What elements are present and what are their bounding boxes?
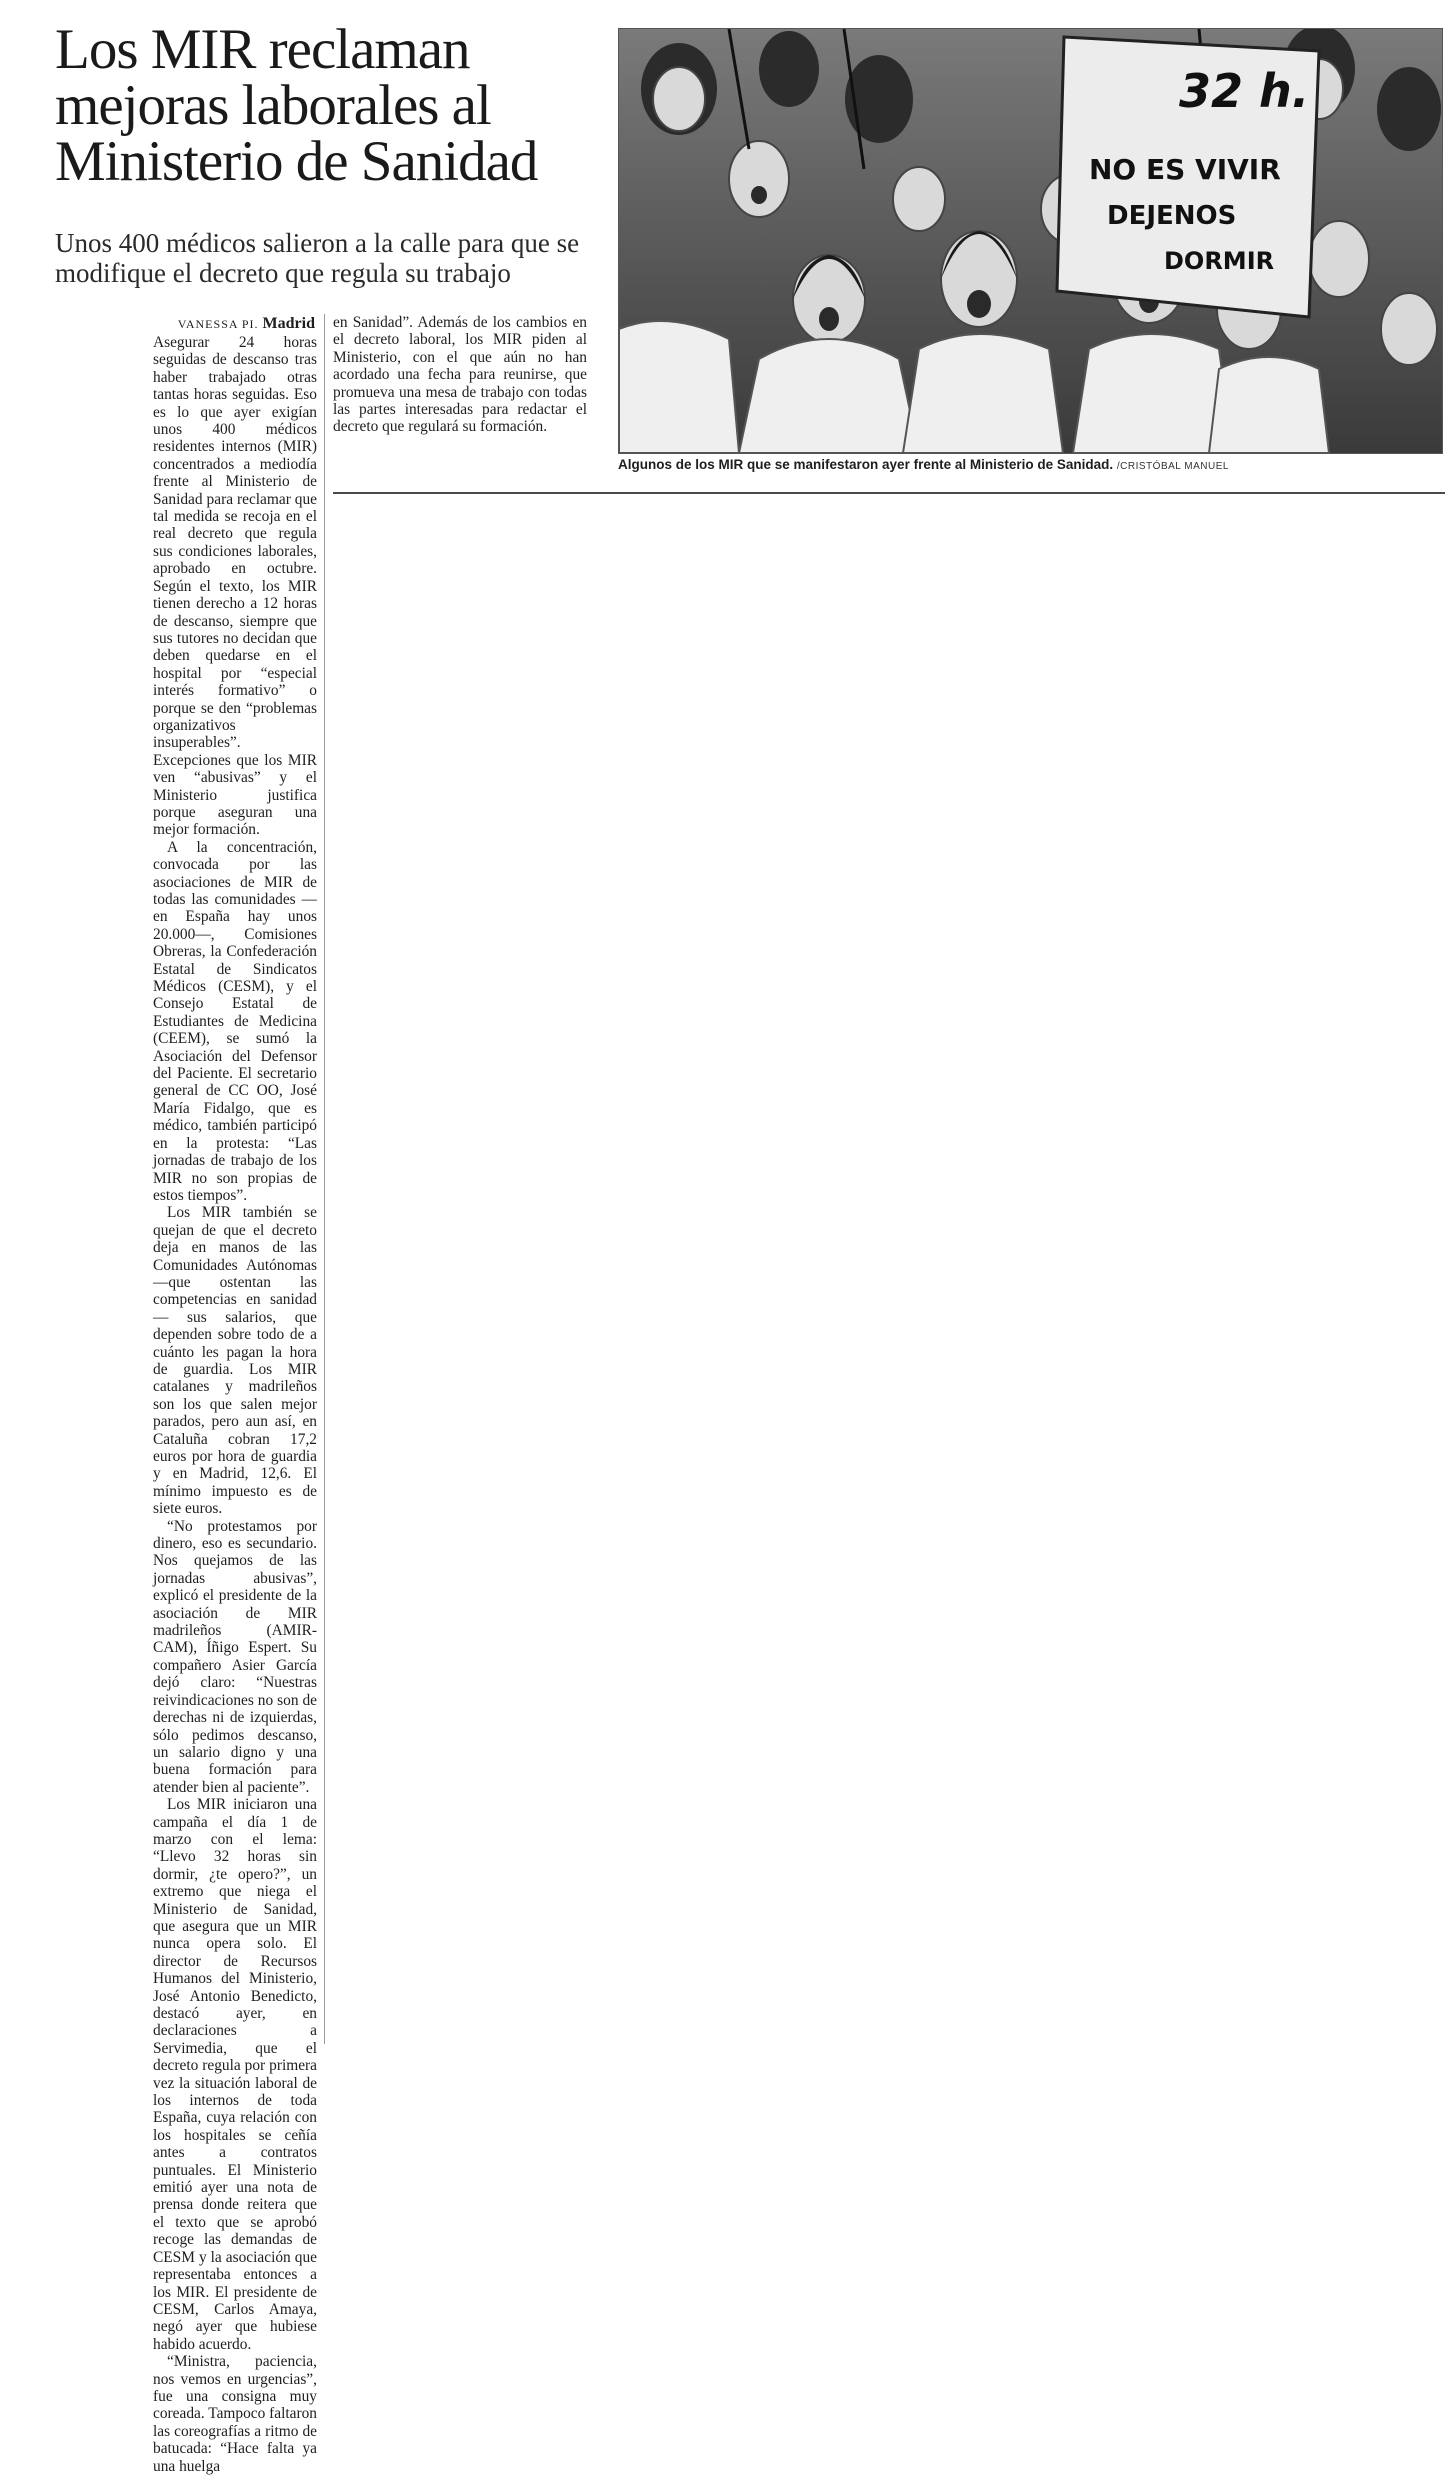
- photo-caption: [618, 456, 1448, 476]
- body-paragraph: en Sanidad”. Además de los cambios en el decreto laboral, los MIR piden al Ministerio, con el que aún no han acordado una fecha para reunirse, que promueva una mesa de trabajo con todas las partes interesadas para redactar el decreto que regulará su formación.: [333, 314, 587, 436]
- sign-text-line-4: DORMIR: [1164, 247, 1275, 275]
- protest-sign: [1057, 37, 1319, 317]
- protest-photo-illustration: [619, 29, 1442, 453]
- article-column-2: [333, 314, 587, 436]
- byline-place: Madrid: [262, 315, 315, 332]
- sign-text-line-2: NO ES VIVIR: [1089, 153, 1281, 186]
- sign-text-line-3: DEJENOS: [1107, 201, 1237, 231]
- section-divider: [333, 492, 1445, 494]
- column-rule: [324, 314, 325, 2044]
- headline: Los MIR reclaman mejoras laborales al Ministerio de Sanidad: [55, 18, 538, 193]
- body-paragraph: “Ministra, paciencia, nos vemos en urgencias”, fue una consigna muy coreada. Tampoco faltaron las coreografías a ritmo de batucada: “Hace falta ya una huelga: [153, 2353, 318, 2475]
- body-paragraph: Los MIR iniciaron una campaña el día 1 de marzo con el lema: “Llevo 32 horas sin dormir, ¿te opero?”, un extremo que niega el Ministerio de Sanidad, que asegura que un MIR nunca opera solo. El director de Recursos Humanos del Ministerio, José Antonio Benedicto, destacó ayer, en declaraciones a Servimedia, que el decreto regula por primera vez la situación laboral de los internos de toda España, cuya relación con los hospitales se ceñía antes a contratos puntuales. El Ministerio emitió ayer una nota de prensa donde reitera que el texto que se aprobó recoge las demandas de CESM y la asociación que representaba entonces a los MIR. El presidente de CESM, Carlos Amaya, negó ayer que hubiese habido acuerdo.: [153, 1796, 317, 2353]
- photo-credit: /CRISTÓBAL MANUEL: [1116, 461, 1229, 472]
- body-paragraph: “No protestamos por dinero, eso es secundario. Nos quejamos de las jornadas abusivas”, explicó el presidente de la asociación de MIR madrileños (AMIR-CAM), Íñigo Espert. Su compañero Asier García dejó claro: “Nuestras reivindicaciones no son de derechas ni de izquierdas, sólo pedimos descanso, un salario digno y una buena formación para atender bien al paciente”.: [153, 1517, 317, 1796]
- sign-text-line-1: 32 h.: [1179, 64, 1310, 118]
- body-paragraph: A la concentración, convocada por las asociaciones de MIR de todas las comunidades —en España hay unos 20.000—, Comisiones Obreras, la Confederación Estatal de Sindicatos Médicos (CESM), y el Consejo Estatal de Estudiantes de Medicina (CEEM), se sumó la Asociación del Defensor del Paciente. El secretario general de CC OO, José María Fidalgo, que es médico, también participó en la protesta: “Las jornadas de trabajo de los MIR no son propias de estos tiempos”.: [153, 838, 317, 1204]
- byline-author: VANESSA PI.: [177, 317, 259, 331]
- article-column-1: [153, 334, 317, 2475]
- body-paragraph: Los MIR también se quejan de que el decreto deja en manos de las Comunidades Autónomas —que ostentan las competencias en sanidad— sus salarios, que dependen sobre todo de a cuánto les pagan la hora de guardia. Los MIR catalanes y madrileños son los que salen mejor parados, pero aun así, en Cataluña cobran 17,2 euros por hora de guardia y en Madrid, 12,6. El mínimo impuesto es de siete euros.: [153, 1204, 317, 1518]
- deck-subheadline: Unos 400 médicos salieron a la calle para que se modifique el decreto que regula su trabajo: [55, 228, 580, 288]
- protest-photo: [618, 28, 1443, 454]
- body-paragraph: Asegurar 24 horas seguidas de descanso tras haber trabajado otras tantas horas seguidas. Eso es lo que ayer exigían unos 400 médicos residentes internos (MIR) concentrados a mediodía frente al Ministerio de Sanidad para reclamar que tal medida se recoja en el real decreto que regula sus condiciones laborales, aprobado en octubre. Según el texto, los MIR tienen derecho a 12 horas de descanso, siempre que sus tutores no decidan que deben quedarse en el hospital por “especial interés formativo” o porque se den “problemas organizativos insuperables”. Excepciones que los MIR ven “abusivas” y el Ministerio justifica porque aseguran una mejor formación.: [153, 334, 317, 839]
- caption-text: Algunos de los MIR que se manifestaron ayer frente al Ministerio de Sanidad.: [618, 457, 1114, 472]
- byline: [155, 314, 315, 334]
